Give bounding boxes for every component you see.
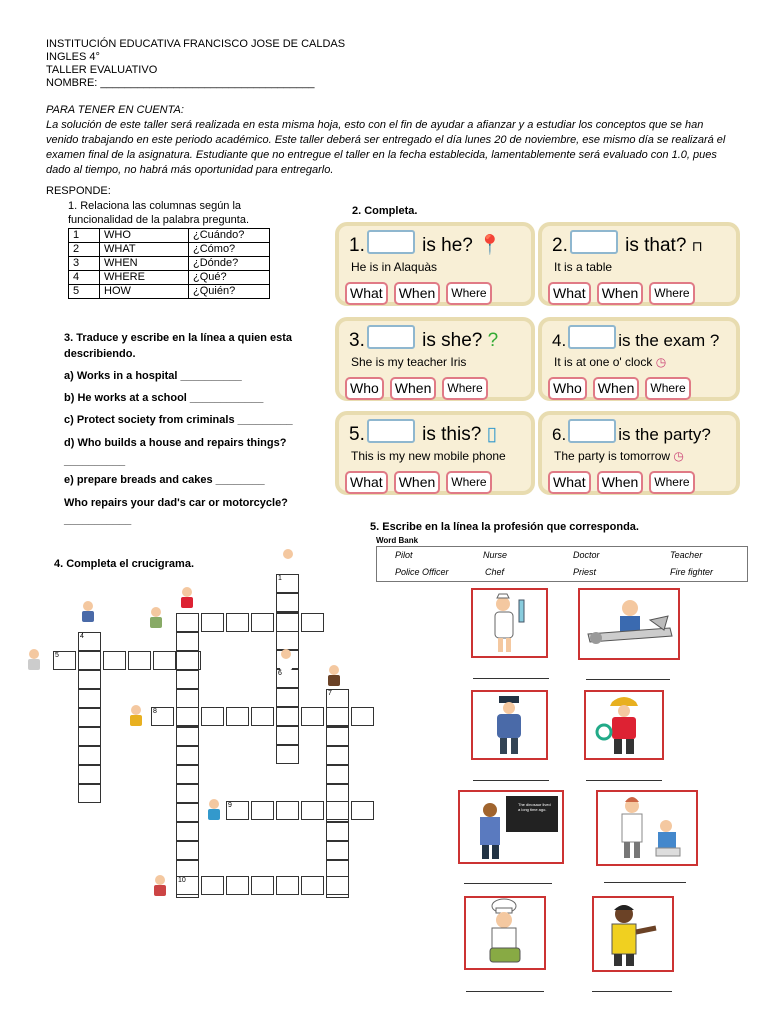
question-card-4: 4. is the exam ? It is at one o' clock ◷ Who When Where (538, 317, 740, 401)
option-button[interactable]: What (548, 471, 591, 494)
option-button[interactable]: When (597, 471, 644, 494)
crossword-cell[interactable] (176, 727, 199, 746)
crossword-number: 9 (228, 802, 232, 809)
crossword-cell[interactable] (176, 765, 199, 784)
question-card-6: 6. is the party? The party is tomorrow ◷ What When Where (538, 411, 740, 495)
crossword-cell[interactable] (251, 801, 274, 820)
crossword-cell[interactable] (78, 689, 101, 708)
option-button[interactable]: Where (649, 471, 694, 494)
crossword-cell[interactable] (276, 688, 299, 707)
table-row: 3 WHEN ¿Dónde? (69, 257, 270, 271)
crossword-cell[interactable] (78, 784, 101, 803)
crossword-cell[interactable] (276, 707, 299, 726)
word-bank-item: Fire fighter (670, 567, 714, 577)
crossword-cell[interactable] (103, 651, 126, 670)
map-pin-icon: 📍 (478, 235, 502, 256)
crossword-number: 7 (328, 690, 332, 697)
crossword-cell[interactable] (78, 746, 101, 765)
crossword-cell[interactable] (276, 613, 299, 632)
clock-icon: ◷ (673, 449, 684, 463)
instructions-title: PARA TENER EN CUENTA: (46, 104, 184, 116)
teacher-picture (458, 790, 564, 864)
institution-name: INSTITUCIÓN EDUCATIVA FRANCISCO JOSE DE CALDAS (46, 38, 346, 50)
section3-title: 3. Traduce y escribe en la línea a quien esta describiendo. (64, 332, 293, 360)
card-answer: It is at one o' clock ◷ (554, 355, 667, 369)
translate-line[interactable]: __________ (64, 455, 126, 467)
crossword-cell[interactable] (78, 708, 101, 727)
question-card-2: 2. is that? ⊓ It is a table What When Where (538, 222, 740, 306)
section1-title: 1. Relaciona las columnas según la funcionalidad de la palabra pregunta. (68, 200, 250, 226)
crossword-cell[interactable] (201, 876, 224, 895)
pilot-figure-icon (204, 798, 224, 827)
crossword-number: 8 (153, 708, 157, 715)
crossword-cell[interactable] (78, 727, 101, 746)
crossword-cell[interactable] (226, 707, 249, 726)
instructions-body: La solución de este taller será realizada en esta misma hoja, esto con el fin de ayudar a afianzar y a estudiar los conceptos que se han venido trabajando en este periodo académico. Este taller deberá ser entregado el día lunes 20 de noviembre, ese mismo día se realizará el examen final de la asignatura. Estudiante que no entregue el taller en la fecha establecida, lamentablemente será evaluado con 1.0, pues dado al tiempo, no habrá más oportunidad para entregarlo. (46, 119, 726, 176)
question-person-icon: ? (487, 330, 499, 351)
crossword-cell[interactable] (201, 613, 224, 632)
construction-figure-icon (126, 704, 146, 733)
word-bank-item: Doctor (573, 550, 600, 560)
crossword-cell[interactable] (301, 707, 324, 726)
crossword-number: 1 (278, 575, 282, 582)
crossword-cell[interactable] (276, 745, 299, 764)
doctor-figure-icon (24, 648, 44, 677)
table-icon: ⊓ (691, 238, 703, 254)
answer-line[interactable] (604, 882, 686, 883)
section4-title: 4. Completa el crucigrama. (54, 558, 194, 570)
crossword-cell[interactable] (326, 876, 349, 895)
crossword-cell[interactable] (176, 822, 199, 841)
clock-icon: ◷ (655, 355, 667, 369)
crossword-cell[interactable] (326, 746, 349, 765)
crossword-cell[interactable] (176, 841, 199, 860)
crossword-cell[interactable] (78, 670, 101, 689)
crossword-cell[interactable] (128, 651, 151, 670)
option-button[interactable]: Where (446, 282, 491, 305)
translate-item[interactable]: e) prepare breads and cakes ________ (64, 474, 265, 486)
translate-item[interactable]: c) Protect society from criminals _________ (64, 414, 293, 426)
translate-item[interactable]: a) Works in a hospital __________ (64, 370, 242, 382)
crossword-cell[interactable] (176, 651, 199, 670)
word-bank-label: Word Bank (376, 536, 419, 545)
word-bank-item: Nurse (483, 550, 508, 560)
card-answer: He is in Alaquàs (351, 260, 438, 274)
option-button[interactable]: When (390, 377, 437, 400)
crossword-cell[interactable] (176, 803, 199, 822)
crossword-cell[interactable] (326, 765, 349, 784)
phone-icon: ▯ (486, 424, 498, 445)
crossword-cell[interactable] (226, 613, 249, 632)
section5-title: 5. Escribe en la línea la profesión que corresponda. (370, 521, 639, 533)
answer-line[interactable] (586, 679, 670, 680)
option-button[interactable]: When (597, 282, 644, 305)
responde-label: RESPONDE: (46, 185, 111, 197)
chef-picture (464, 896, 546, 970)
question-card-5: 5. is this? ▯ This is my new mobile phone What When Where (335, 411, 535, 495)
crossword-cell[interactable] (276, 801, 299, 820)
word-bank-item: Police Officer (395, 567, 449, 577)
option-button[interactable]: What (548, 282, 591, 305)
name-field[interactable]: NOMBRE: ___________________________________ (46, 77, 315, 89)
answer-line[interactable] (464, 883, 552, 884)
option-button[interactable]: What (345, 471, 388, 494)
priest-picture (592, 896, 674, 972)
word-bank-item: Teacher (670, 550, 703, 560)
crossword-cell[interactable] (326, 822, 349, 841)
question-card-1: 1. is he? 📍 He is in Alaquàs What When Where (335, 222, 535, 306)
option-button[interactable]: Who (548, 377, 587, 400)
option-button[interactable]: When (593, 377, 640, 400)
nurse-figure-icon (276, 648, 296, 677)
option-button[interactable]: Who (345, 377, 384, 400)
chef-figure-icon (278, 548, 298, 577)
word-bank (376, 546, 748, 582)
card-answer: It is a table (554, 260, 613, 274)
crossword-cell[interactable] (226, 876, 249, 895)
crossword-cell[interactable] (251, 876, 274, 895)
table-row: 2 WHAT ¿Cómo? (69, 243, 270, 257)
answer-line[interactable] (473, 678, 549, 679)
nurse-picture (471, 588, 548, 658)
word-bank-item: Chef (485, 567, 505, 577)
answer-line[interactable] (586, 780, 662, 781)
translate-item[interactable]: d) Who builds a house and repairs things? (64, 437, 287, 449)
crossword-cell[interactable] (176, 689, 199, 708)
crossword-cell[interactable] (176, 707, 199, 726)
translate-item[interactable]: b) He works at a school ____________ (64, 392, 264, 404)
crossword-cell[interactable] (301, 613, 324, 632)
table-row: 5 HOW ¿Quién? (69, 285, 270, 299)
crossword-cell[interactable] (176, 632, 199, 651)
crossword-cell[interactable] (276, 593, 299, 612)
card-answer: She is my teacher Iris (351, 355, 467, 369)
crossword-cell[interactable] (276, 876, 299, 895)
crossword-cell[interactable] (326, 801, 349, 820)
police-figure-icon (78, 600, 98, 629)
crossword-cell[interactable] (201, 707, 224, 726)
crossword-cell[interactable] (301, 801, 324, 820)
option-button[interactable]: Where (446, 471, 491, 494)
crossword-cell[interactable] (78, 651, 101, 670)
crossword-cell[interactable] (251, 613, 274, 632)
crossword-cell[interactable] (251, 707, 274, 726)
crossword-cell[interactable] (176, 613, 199, 632)
option-button[interactable]: When (394, 282, 441, 305)
option-button[interactable]: Where (645, 377, 690, 400)
section2-title: 2. Completa. (352, 205, 418, 217)
crossword-number: 10 (178, 877, 186, 884)
grade: INGLES 4° (46, 51, 100, 63)
police-officer-picture (471, 690, 548, 760)
answer-line[interactable] (466, 991, 544, 992)
crossword-cell[interactable] (326, 707, 349, 726)
answer-line[interactable] (473, 780, 549, 781)
blackboard-text: The dinosaur lived a long time ago. (518, 802, 551, 812)
crossword-cell[interactable] (153, 651, 176, 670)
firefighter-figure-icon (177, 586, 197, 615)
crossword-cell[interactable] (78, 765, 101, 784)
crossword-number: 5 (55, 652, 59, 659)
workshop-title: TALLER EVALUATIVO (46, 64, 158, 76)
crossword-cell[interactable] (351, 801, 374, 820)
translate-line[interactable]: ___________ (64, 514, 132, 526)
priest-figure-icon (324, 664, 344, 693)
question-card-3: 3. is she? ? She is my teacher Iris Who When Where (335, 317, 535, 401)
answer-line[interactable] (592, 991, 672, 992)
teacher-figure-icon (146, 606, 166, 635)
crossword-cell[interactable] (326, 841, 349, 860)
firefighter-picture (584, 690, 664, 760)
word-bank-item: Pilot (395, 550, 413, 560)
pilot-picture (578, 588, 680, 660)
crossword-cell[interactable] (176, 746, 199, 765)
word-bank-item: Priest (573, 567, 597, 577)
crossword-cell[interactable] (326, 727, 349, 746)
card-answer: The party is tomorrow ◷ (554, 449, 684, 463)
crossword-cell[interactable] (176, 784, 199, 803)
option-button[interactable]: What (345, 282, 388, 305)
translate-item[interactable]: Who repairs your dad's car or motorcycle? (64, 497, 288, 509)
option-button[interactable]: Where (649, 282, 694, 305)
option-button[interactable]: Where (442, 377, 487, 400)
crossword-number: 6 (278, 670, 282, 677)
doctor-picture (596, 790, 698, 866)
card-answer: This is my new mobile phone (351, 449, 506, 463)
mechanic-figure-icon (150, 874, 170, 903)
crossword-cell[interactable] (276, 726, 299, 745)
crossword-cell[interactable] (176, 670, 199, 689)
crossword-cell[interactable] (351, 707, 374, 726)
table-row: 1 WHO ¿Cuándo? (69, 229, 270, 243)
crossword-number: 4 (80, 633, 84, 640)
table-row: 4 WHERE ¿Qué? (69, 271, 270, 285)
option-button[interactable]: When (394, 471, 441, 494)
crossword-cell[interactable] (301, 876, 324, 895)
